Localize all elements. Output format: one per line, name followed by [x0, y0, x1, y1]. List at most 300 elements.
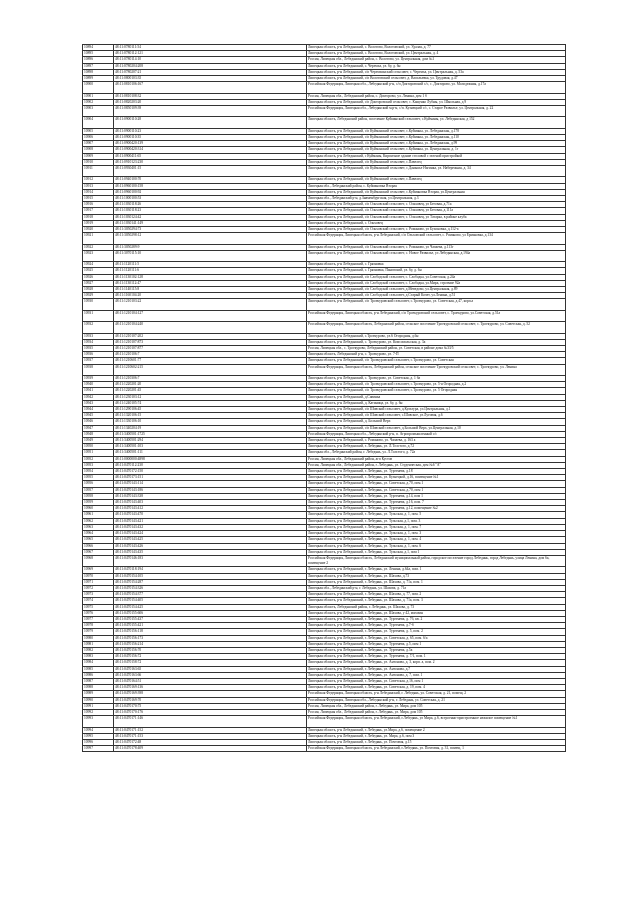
cadastral-number-cell: 48:11:1330106:10 [114, 419, 307, 425]
address-cell: Липецкая область, р-н Лебедянский, г. Лебедянь, ул. Тульская, д. 1, пом. 3 [307, 531, 566, 537]
cadastral-number-cell: 48:11:1030124:42 [114, 214, 307, 220]
row-number-cell: 10936 [83, 352, 114, 358]
cadastral-number-cell: 48:11:0470143:186 [114, 487, 307, 493]
row-number-cell: 10970 [83, 573, 114, 579]
cadastral-number-cell: 48:11:0470143:421 [114, 518, 307, 524]
row-number-cell: 10957 [83, 487, 114, 493]
address-cell: Липецкая область, р-н Лебедянский, г. Лебедянь, ул. Советская, д. 19, пом. 4 [307, 685, 566, 691]
cadastral-number-cell: 48:11:1210106:7 [114, 352, 307, 358]
cadastral-number-cell: 48:11:1320106:15 [114, 413, 307, 419]
address-cell: Российская Федерация, Липецкая область, Лебедянский район, сельское поселение Троекуровский сельсовет, с. Троекурово, ул. Ленина [307, 364, 566, 375]
cadastral-number-cell: 48:11:0470155:606 [114, 610, 307, 616]
table-row [83, 299, 566, 310]
address-cell: Липецкая область, р-н Лебедянский, г. Лебедянь, ул. Мира, д.6, пом 3 [307, 733, 566, 739]
row-number-cell: 10942 [83, 394, 114, 400]
cadastral-number-cell: 48:11:1340204:19 [114, 425, 307, 431]
address-cell: Липецкая область, р-н Лебедянский, г. Лебедянь, ул. Тургенева, д.7-б [307, 623, 566, 629]
table-row [83, 322, 566, 333]
row-number-cell: 10984 [83, 660, 114, 666]
cadastral-number-cell: 48:11:0470143:412 [114, 506, 307, 512]
cadastral-number-cell: 48:11:3050298:12 [114, 233, 307, 244]
address-cell: Липецкая область, р-н Лебедянский, г. Лебедянь, ул. Ленина, д.64а, пом. 1 [307, 567, 566, 573]
cadastral-number-cell: 48:11:0470172:48 [114, 739, 307, 745]
cadastral-number-cell: 48:11:0900110:35 [114, 135, 307, 141]
cadastral-number-cell: 48:11:0000000:4898 [114, 456, 307, 462]
cadastral-number-cell: 48:11:0780207:21 [114, 69, 307, 75]
cadastral-number-cell: 48:11:3400501:1725 [114, 431, 307, 437]
cadastral-number-cell: 48:11:0470143:432 [114, 524, 307, 530]
row-number-cell: 10901 [83, 93, 114, 99]
address-cell: Российская Федерация, Липецкая область, р-н Лебедянский, г. Лебедянь, ул. Советская, д. 21, помещ. 2 [307, 691, 566, 697]
row-number-cell: 10928 [83, 287, 114, 293]
cadastral-number-cell: 48:11:0470158:72 [114, 660, 307, 666]
cadastral-number-cell: 48:11:0470143:338 [114, 493, 307, 499]
row-number-cell: 10943 [83, 400, 114, 406]
row-number-cell: 10897 [83, 63, 114, 69]
row-number-cell: 10978 [83, 623, 114, 629]
address-cell: Липецкая область, р-н Лебедянский, с Куйманы, Кирпичное здание столовой с зеленой пристройкой [307, 153, 566, 159]
row-number-cell: 10898 [83, 69, 114, 75]
address-cell: Липецкая область, р-н Лебедянский, г. Лебедянь, ул. Тургенева, д. 7б, кв. 2 [307, 616, 566, 622]
row-number-cell: 10961 [83, 512, 114, 518]
cadastral-number-cell: 48:11:0470155:421 [114, 623, 307, 629]
address-cell: Липецкая область, р-н Лебедянский, с/п Слободской сельсовет, д.Старый Кочет, ул.Ленина, д.51 [307, 293, 566, 299]
cadastral-number-cell: 48:11:0960100:92 [114, 189, 307, 195]
row-number-cell: 10992 [83, 709, 114, 715]
cadastral-number-cell: 48:11:0470154:326 [114, 585, 307, 591]
row-number-cell: 10991 [83, 703, 114, 709]
row-number-cell: 10921 [83, 233, 114, 244]
address-cell: Липецкая обл., Лебедянский район, г. Лебедянь, ул. Л.Толстого, д. 72а [307, 450, 566, 456]
row-number-cell: 10996 [83, 739, 114, 745]
row-number-cell: 10945 [83, 413, 114, 419]
cadastral-number-cell: 48:11:1120111:6 [114, 268, 307, 274]
row-number-cell: 10919 [83, 220, 114, 226]
address-cell: Россия, Липецкая обл., с. Троекурово, Лебедянский район, ул. Советская, в районе дома №33/5 [307, 346, 566, 352]
cadastral-number-cell: 48:11:0780112:121 [114, 51, 307, 57]
row-number-cell: 10932 [83, 322, 114, 333]
cadastral-number-cell: 48:11:1210107:202 [114, 333, 307, 339]
address-cell: Российская Федерация, Липецкая область, р-н Лебедянский, г.Лебедянь, ул. Почтовая, д. 31, помещ. 1 [307, 746, 566, 752]
row-number-cell: 10980 [83, 635, 114, 641]
row-number-cell: 10911 [83, 166, 114, 177]
row-number-cell: 10975 [83, 604, 114, 610]
cadastral-number-cell: 48:11:0470163:66 [114, 672, 307, 678]
address-cell: Липецкая область, р-н Лебедянский, с/п Ольховский сельсовет, с. Ольховец, ул Татарка, в районе клуба [307, 214, 566, 220]
row-number-cell: 10924 [83, 262, 114, 268]
address-cell: Россия, Липецкая обл., Лебедянский район, с. Волотово, ул. Центральная, дом №1 [307, 57, 566, 63]
cadastral-number-cell: 48:11:1030118:26 [114, 202, 307, 208]
cadastral-number-cell: 48:11:1210306:7 [114, 376, 307, 382]
address-cell: Липецкая обл., Лебедянский р-н, г. Лебедянь, ул. Шахова, д. 71а [307, 585, 566, 591]
row-number-cell: 10953 [83, 462, 114, 468]
address-cell: Липецкая область, р-н Лебедянский, с/п Шовский сельсовет, д.Большой Верх, ул.Центральная, д.10 [307, 425, 566, 431]
cadastral-number-cell: 48:11:0940100:70 [114, 177, 307, 183]
table-row [83, 82, 566, 93]
cadastral-number-cell: 48:11:1210107:877 [114, 346, 307, 352]
table-row [83, 364, 566, 375]
address-cell: Российская Федерация, Липецкая обл., Лебедянский р-н, г. Лебедянь, ул. Советская, д. 21 [307, 697, 566, 703]
address-cell: Липецкая обл., Лебедянский р-н, д.Знаменбургская, ул.Центральная, д.3 [307, 196, 566, 202]
cadastral-number-cell: 48:11:3400501:103 [114, 444, 307, 450]
table-row [83, 106, 566, 117]
cadastral-number-cell: 48:11:1210104:240 [114, 322, 307, 333]
row-number-cell: 10929 [83, 293, 114, 299]
cadastral-number-cell: 48:11:0470154:287 [114, 579, 307, 585]
row-number-cell: 10979 [83, 629, 114, 635]
address-cell: Липецкая область, р-н Лебедянский, с/п Ольховский сельсовет, с. Романово, ул Чапаева, д.113г [307, 244, 566, 250]
address-cell: Липецкая область, Лебедянский район, г. Лебедянь, ул. Шахова, д. 73 [307, 604, 566, 610]
address-cell: Российская Федерация, Липецкая область, Лебедянский муниципальный район, городское поселение город Лебедянь, город Лебедянь, улица Ленина, дом 6а, помещение 2 [307, 555, 566, 566]
cadastral-number-cell: 48:11:3050294:73 [114, 227, 307, 233]
cadastral-number-cell: 48:11:0910123:230 [114, 159, 307, 165]
row-number-cell: 10985 [83, 666, 114, 672]
row-number-cell: 10918 [83, 214, 114, 220]
row-number-cell: 10926 [83, 274, 114, 280]
cadastral-number-cell: 48:11:1000100:53 [114, 196, 307, 202]
row-number-cell: 10931 [83, 310, 114, 321]
address-cell: Российская Федерация, Липецкая область, р-н Лебедянский, с/п Ольховский сельсовет, с. Романово, ул Ермаковка, д.134 [307, 233, 566, 244]
row-number-cell: 10983 [83, 654, 114, 660]
address-cell: Липецкая область, р-н Лебедянский, г. Лебедянь, ул. Тургенева, д.16, пом. 7 [307, 500, 566, 506]
cadastral-number-cell: 48:11:0470154:425 [114, 604, 307, 610]
row-number-cell: 10939 [83, 376, 114, 382]
address-cell: Липецкая область, р-н Лебедянский, с/п Троекуровский сельсовет, с.Троекурово, ул. 5-я Огородная, д.2 [307, 382, 566, 388]
address-cell: Липецкая область, р-н Лебедянский, с/п Куйманский сельсовет, с.Куймановка Вторая, ул.Центральная [307, 189, 566, 195]
cadastral-number-cell: 48:11:1130102:128 [114, 274, 307, 280]
cadastral-number-cell: 48:11:1120111:5 [114, 262, 307, 268]
address-cell: Липецкая область, р-н Лебедянский, д. Катиница, ул. 6у, д. 6н [307, 400, 566, 406]
row-number-cell: 10986 [83, 672, 114, 678]
address-cell: Липецкая область, р-н Лебедянский, с/п Слободской сельсовет, д.Меведово, ул.Центральная, д.89 [307, 287, 566, 293]
cadastral-number-cell: 48:11:0470172:150 [114, 469, 307, 475]
row-number-cell: 10938 [83, 364, 114, 375]
row-number-cell: 10949 [83, 438, 114, 444]
address-cell: Липецкая область, р-н Лебедянский, с/п Ольховский сельсовет, с. Романово, ул Бухоновка, д.112-а [307, 227, 566, 233]
cadastral-number-cell: 48:11:0820203:20 [114, 99, 307, 105]
cadastral-number-cell: 48:11:0470112:230 [114, 462, 307, 468]
address-cell: Липецкая область, р-н Лебедянский, г. Лебедянь, ул. Тургенева, д.14, пом 1 [307, 493, 566, 499]
cadastral-number-cell: 48:11:1030118:23 [114, 208, 307, 214]
row-number-cell: 10995 [83, 733, 114, 739]
cadastral-number-cell: 48:11:0470164:51 [114, 678, 307, 684]
row-number-cell: 10930 [83, 299, 114, 310]
cadastral-number-cell: 48:11:0470171:152 [114, 727, 307, 733]
address-cell: Липецкая область, р-н Лебедянский, с/п Ольховский сельсовет, с. Ольховец, ул Беговая, д.111а [307, 208, 566, 214]
address-cell: Липецкая область, р-н Лебедянский, г. Лебедянь, ул. Тургенева, д.5а [307, 647, 566, 653]
address-cell: Липецкая область, р-н Лебедянский, г. Лебедянь, ул. Шахова, д. 71а, пом. 1 [307, 579, 566, 585]
row-number-cell: 10912 [83, 177, 114, 183]
row-number-cell: 10997 [83, 746, 114, 752]
row-number-cell: 10904 [83, 117, 114, 128]
row-number-cell: 10972 [83, 585, 114, 591]
cadastral-number-cell: 48:11:1240105:74 [114, 400, 307, 406]
cadastral-number-cell: 48:11:1220201:20 [114, 382, 307, 388]
row-number-cell: 10927 [83, 280, 114, 286]
cadastral-number-cell: 48:11:0470170:75 [114, 703, 307, 709]
row-number-cell: 10966 [83, 543, 114, 549]
row-number-cell: 10964 [83, 531, 114, 537]
cadastral-number-cell: 48:11:0470170:176 [114, 709, 307, 715]
address-cell: Липецкая область, р-н Лебедянский, с/п Куйманский сельсовет, с.Даньшье Нагинка, ул. Набережная, д. 34 [307, 166, 566, 177]
row-number-cell: 10914 [83, 189, 114, 195]
cadastral-number-cell: 48:11:0810108:32 [114, 93, 307, 99]
address-cell: Липецкая область, р-н Лебедянский, г. Лебедянь, ул. Антонова, д. 7, пом. 1 [307, 672, 566, 678]
row-number-cell: 10958 [83, 493, 114, 499]
cadastral-number-cell: 48:11:0470178:409 [114, 746, 307, 752]
table-row [83, 166, 566, 177]
row-number-cell: 10915 [83, 196, 114, 202]
row-number-cell: 10941 [83, 388, 114, 394]
address-cell: Липецкая область, р-н Лебедянский, с/п Троекуровский сельсовет, с.Троекурово, ул. Советская, д.47, корп.а [307, 299, 566, 310]
row-number-cell: 10916 [83, 202, 114, 208]
address-cell: Липецкая область, р-н Лебедянский, г. Лебедянь, ул. Советская, д.70, пом 1 [307, 487, 566, 493]
address-cell: Липецкая область, р-н Лебедянский, г. Лебедянь, ул. Тульская, д.1, пом. 3 [307, 518, 566, 524]
row-number-cell: 10962 [83, 518, 114, 524]
address-cell: Липецкая область, р-н Лебедянский, с/п Куйманский сельсовет, с.Павелец [307, 159, 566, 165]
address-cell: Липецкая область, р-н Лебедянский, с. Троекурово, ул. Комсомольская, д. 3а [307, 339, 566, 345]
address-cell: Российская Федерация, Липецкая обл., Лебедянский р-н, п. Агропромышленный с/с [307, 431, 566, 437]
row-number-cell: 10990 [83, 697, 114, 703]
row-number-cell: 10905 [83, 128, 114, 134]
address-cell: Липецкая область, р-н Лебедянский, с/п Куйманский сельсовет, с.Павелец [307, 177, 566, 183]
row-number-cell: 10963 [83, 524, 114, 530]
cadastral-number-cell: 48:11:0930401:15 [114, 166, 307, 177]
cadastral-number-cell: 48:11:1210602:215 [114, 364, 307, 375]
cadastral-number-cell: 48:11:0470156:72 [114, 654, 307, 660]
address-cell: Липецкая область, р-н Лебедянский, с. Волотово, Волотовский, ул. Центральная, д. 4 [307, 51, 566, 57]
address-cell: Липецкая область, р-н Лебедянский, с/п Слободской сельсовет, с. Слободка, ул.Мира, строение 92а [307, 280, 566, 286]
address-cell: Российская Федерация, Липецкая область, р-н Лебедянский, г.Лебедянь, ул Мира, д.6, встроенно-пристроенное нежилое помещение №1 [307, 716, 566, 727]
address-cell: Липецкая область, р-н Лебедянский, г. Лебедянь, ул. Шахова, д. 71а, пом. 3 [307, 598, 566, 604]
registry-table-body [83, 45, 566, 752]
cadastral-number-cell: 48:11:0470171:146 [114, 716, 307, 727]
cadastral-number-cell: 48:11:0470143:435 [114, 549, 307, 555]
cadastral-number-cell: 48:11:0470143:403 [114, 500, 307, 506]
row-number-cell: 10925 [83, 268, 114, 274]
row-number-cell: 10989 [83, 691, 114, 697]
address-cell: Липецкая область, р-н Лебедянский, с/п Куйманский сельсовет, с.Куйманы, ул. Лебедянская, д.110 [307, 135, 566, 141]
address-cell: Липецкая область, р-н Лебедянский, д.Савинка [307, 394, 566, 400]
address-cell: Липецкая область, р-н Лебедянский, г. Лебедянь, ул. Антонова, д. 3, корп. а, пом. 2 [307, 660, 566, 666]
address-cell: Липецкая область, р-н Лебедянский, с. Романово, ул. Чапаева, д. 163 а [307, 438, 566, 444]
address-cell: Липецкая область, р-н Лебедянский, г. Лебедянь, ул. Тургенева, д. 5, пом. 2 [307, 629, 566, 635]
cadastral-number-cell: 48:11:1210103:22 [114, 299, 307, 310]
row-number-cell: 10922 [83, 244, 114, 250]
row-number-cell: 10913 [83, 183, 114, 189]
address-cell: Липецкая область, р-н Лебедянский, с/п Шовский сельсовет, д.Культура, ул.Центральная, д.1 [307, 407, 566, 413]
table-row [83, 746, 566, 752]
cadastral-number-cell: 48:11:0780204:208 [114, 63, 307, 69]
row-number-cell: 10977 [83, 616, 114, 622]
cadastral-number-cell: 48:11:0470146:183 [114, 555, 307, 566]
address-cell: Липецкая область, р-н Лебедянский, с/п Троекуровский сельсовет, с.Троекурово, ул. Советская [307, 358, 566, 364]
address-cell: Липецкая область, р-н Лебедянский, с/п Волотовский сельсовет, д. Васильевка, ул. Трудовая, д.47 [307, 76, 566, 82]
address-cell: Липецкая область, р-н Лебедянский, г. Лебедянь, ул. Тургенева, д. 7/1, пом. 1 [307, 654, 566, 660]
address-cell: Липецкая область, р-н Лебедянский, г. Лебедянь, ул. Советская, д.16, пом 1 [307, 678, 566, 684]
cadastral-number-cell: 48:11:0470155:437 [114, 616, 307, 622]
cadastral-number-cell: 48:11:1210104:127 [114, 310, 307, 321]
registry-table [82, 44, 566, 752]
address-cell: Липецкая область, р-н Лебедянский, с. Черемха, ул. 6у, д. 6н [307, 63, 566, 69]
cadastral-number-cell: 48:11:1210107:873 [114, 339, 307, 345]
row-number-cell: 10895 [83, 51, 114, 57]
cadastral-number-cell: 48:11:0470163:65 [114, 666, 307, 672]
row-number-cell: 10899 [83, 76, 114, 82]
address-cell: Липецкая область, р-н Лебедянский, г. Лебедянь, ул. Шахова, д. 77, пом. 2 [307, 592, 566, 598]
table-row [83, 117, 566, 128]
cadastral-number-cell: 48:11:0470143:425 [114, 537, 307, 543]
row-number-cell: 10952 [83, 456, 114, 462]
address-cell: Липецкая область, р-н Лебедянский, г. Лебедянь, ул. Почтовая, д.15 [307, 739, 566, 745]
cadastral-number-cell: 48:11:0900420:314 [114, 147, 307, 153]
address-cell: Липецкая область, р-н Лебедянский, г. Лебедянь, ул. Тульская, д.1, пом 1 [307, 549, 566, 555]
row-number-cell: 10976 [83, 610, 114, 616]
row-number-cell: 10993 [83, 716, 114, 727]
address-cell: Липецкая область, р-н Лебедянский, с. Грязновка, Пановский, ул. 6у, д. 6н [307, 268, 566, 274]
row-number-cell: 10981 [83, 641, 114, 647]
address-cell: Россия, Липецкая обл., Лебедянский район, г. Лебедянь, ул. Мира, дом 105 [307, 703, 566, 709]
row-number-cell: 10903 [83, 106, 114, 117]
address-cell: Липецкая область, р-н Лебедянский, с/п Куйманский сельсовет, с.Куйманы, ул. Центральная, д. 1г [307, 147, 566, 153]
cadastral-number-cell: 48:11:1290106:45 [114, 407, 307, 413]
row-number-cell: 10973 [83, 592, 114, 598]
cadastral-number-cell: 48:11:0850109:39 [114, 106, 307, 117]
table-row [83, 555, 566, 566]
cadastral-number-cell: 48:11:1230103:12 [114, 394, 307, 400]
address-cell: Липецкая область, р-н Лебедянский, г. Лебедянь, ул.Мира, д.6, помещение 2 [307, 727, 566, 733]
table-row [83, 233, 566, 244]
row-number-cell: 10940 [83, 382, 114, 388]
address-cell: Липецкая область, р-н Лебедянский, г. Лебедянь, ул. Шахова, д.73 [307, 573, 566, 579]
row-number-cell: 10965 [83, 537, 114, 543]
cadastral-number-cell: 48:11:0470169:136 [114, 685, 307, 691]
cadastral-number-cell: 48:11:1140115:8 [114, 287, 307, 293]
address-cell: Россия, Липецкая обл., Лебедянский район, г. Лебедянь, ул. Мира, дом 105 [307, 709, 566, 715]
address-cell: Липецкая область, Лебедянский р-н, с. Троекурово, ул. 7-П [307, 352, 566, 358]
row-number-cell: 10944 [83, 407, 114, 413]
row-number-cell: 10968 [83, 555, 114, 566]
row-number-cell: 10910 [83, 159, 114, 165]
cadastral-number-cell: 48:11:0470169:70 [114, 697, 307, 703]
row-number-cell: 10902 [83, 99, 114, 105]
row-number-cell: 10946 [83, 419, 114, 425]
address-cell: Липецкая область, р-н Лебедянский, г. Лебедянь, ул. Советская, д.70, пом.1 [307, 481, 566, 487]
document-page [82, 44, 556, 752]
address-cell: Липецкая область, р-н Лебедянский, с/п Черемхинский сельсовет, с. Черемха, ул. Центральная, д. 53а [307, 69, 566, 75]
address-cell: Липецкая область, р-н Лебедянский, г. Лебедянь, ул. Тургенева, д.18 [307, 469, 566, 475]
row-number-cell: 10947 [83, 425, 114, 431]
cadastral-number-cell: 48:11:0470156:70 [114, 647, 307, 653]
row-number-cell: 10988 [83, 685, 114, 691]
row-number-cell: 10900 [83, 82, 114, 93]
address-cell: Липецкая обл., Лебедянский район, с. Куймановка Вторая [307, 183, 566, 189]
cadastral-number-cell: 48:11:0900411:65 [114, 153, 307, 159]
address-cell: Липецкая область, р-н Лебедянский, с/п Шовский сельсовет, с.Шовское, ул.Луговая, д.6 [307, 413, 566, 419]
address-cell: Липецкая область, р-н Лебедянский, с. Грязновка [307, 262, 566, 268]
cadastral-number-cell: 48:11:1130112:47 [114, 280, 307, 286]
row-number-cell: 10923 [83, 250, 114, 261]
table-row [83, 716, 566, 727]
row-number-cell: 10974 [83, 598, 114, 604]
address-cell: Липецкая область, р-н Лебедянский, с/п Троекуровский сельсовет, с.Троекурово, ул. 5 Огородная [307, 388, 566, 394]
cadastral-number-cell: 48:11:0470156:173 [114, 635, 307, 641]
cadastral-number-cell: 48:11:0900420:139 [114, 141, 307, 147]
row-number-cell: 10908 [83, 147, 114, 153]
row-number-cell: 10969 [83, 567, 114, 573]
cadastral-number-cell: 48:11:0780114:10 [114, 57, 307, 63]
table-row [83, 250, 566, 261]
row-number-cell: 10907 [83, 141, 114, 147]
address-cell: Липецкая область, р-н Лебедянский, с/п Слободской сельсовет, с. Слободка, ул.Советская, д.24а [307, 274, 566, 280]
address-cell: Липецкая область, р-н Лебедянский, г. Лебедянь, ул. Тульская, д. 1, пом. 5 [307, 512, 566, 518]
address-cell: Липецкая область, р-н Лебедянский, г. Лебедянь, ул. Тульская, д. 1, пом. 4 [307, 537, 566, 543]
row-number-cell: 10906 [83, 135, 114, 141]
address-cell: Липецкая область, р-н Лебедянский, г. Лебедянь, ул. Тульская, д. 1, пом. 6 [307, 543, 566, 549]
address-cell: Россия, Липецкая обл., Лебедянский район, г. Лебедянь, ул. Студенческая, дом №6 "А" [307, 462, 566, 468]
cadastral-number-cell: 48:11:0810106:167 [114, 82, 307, 93]
address-cell: Липецкая область, р-н Лебедянский, г. Лебедянь, ул. Тульская, д. 1, пом. 7 [307, 524, 566, 530]
row-number-cell: 10959 [83, 500, 114, 506]
cadastral-number-cell: 48:11:0800103:35 [114, 76, 307, 82]
row-number-cell: 10982 [83, 647, 114, 653]
address-cell: Липецкая область, р-н Лебедянский, с/п Куйманский сельсовет, с.Куйманы, ул. Лебедянская, д.178 [307, 128, 566, 134]
address-cell: Липецкая область, р-н Лебедянский, г. Лебедянь, ул. Тургенева, д.12, помещение №2 [307, 506, 566, 512]
cadastral-number-cell: 48:11:0470156:214 [114, 641, 307, 647]
cadastral-number-cell: 48:11:0470143:426 [114, 543, 307, 549]
address-cell: Липецкая область, р-н Лебедянский, г. Лебедянь, ул. Шахова, у 42, магазин [307, 610, 566, 616]
cadastral-number-cell: 48:11:0470154:377 [114, 592, 307, 598]
address-cell: Российская Федерация, Липецкая обл., Лебедянский м.р-н, с/п. Кузнецкий с/с, с. Старое Развилье, ул. Центральная, д. 22 [307, 106, 566, 117]
cadastral-number-cell: 48:11:0470118:194 [114, 567, 307, 573]
address-cell: Россия, Липецкая обл., Лебедянский район, агп Кустов [307, 456, 566, 462]
table-row [83, 310, 566, 321]
address-cell: Липецкая область, р-н Лебедянский, с. Ольховец [307, 220, 566, 226]
cadastral-number-cell: 48:11:1220201:45 [114, 388, 307, 394]
row-number-cell: 10937 [83, 358, 114, 364]
cadastral-number-cell: 48:11:0470143:424 [114, 531, 307, 537]
row-number-cell: 10960 [83, 506, 114, 512]
cadastral-number-cell: 48:11:1160104:20 [114, 293, 307, 299]
row-number-cell: 10894 [83, 45, 114, 51]
address-cell: Россия, Липецкая обл., Лебедянский район, с. Докторово, ул. Ленина, дом 1 б [307, 93, 566, 99]
row-number-cell: 10909 [83, 153, 114, 159]
cadastral-number-cell: 48:11:0900110:23 [114, 128, 307, 134]
address-cell: Российская Федерация, Липецкая область, р-н Лебедянский, с/п Троекуровский сельсовет, с. Троекурово, ул.Советская, д.51а [307, 310, 566, 321]
row-number-cell: 10917 [83, 208, 114, 214]
address-cell: Липецкая область, р-н Лебедянский, с/п Ольховский сельсовет, с. Ольховец, ул Беговая, д.71а [307, 202, 566, 208]
cadastral-number-cell: 48:11:0470171:153 [114, 733, 307, 739]
cadastral-number-cell: 48:11:0960100:158 [114, 183, 307, 189]
row-number-cell: 10954 [83, 469, 114, 475]
address-cell: Липецкая область, р-н Лебедянский, г. Лебедянь, ул. Антонова, д.7 [307, 666, 566, 672]
row-number-cell: 10955 [83, 475, 114, 481]
cadastral-number-cell: 48:11:0780111:54 [114, 45, 307, 51]
row-number-cell: 10920 [83, 227, 114, 233]
row-number-cell: 10951 [83, 450, 114, 456]
row-number-cell: 10971 [83, 579, 114, 585]
address-cell: Липецкая область, Лебедянский район, поселение Куйманский сельсовет, с.Куйманы, ул. Лебедянская, д 152 [307, 117, 566, 128]
row-number-cell: 10934 [83, 339, 114, 345]
cadastral-number-cell: 48:11:0470154:405 [114, 598, 307, 604]
address-cell: Липецкая область, р-н Лебедянский, с. Волотово, Волотовский, ул. Удалая, д. 77 [307, 45, 566, 51]
address-cell: Российская Федерация, Липецкая область, Лебедянский район, сельское поселение Троекуровский сельсовет, с. Троекурово, ул. Советская, д. 52 [307, 322, 566, 333]
cadastral-number-cell: 48:11:0470169:398 [114, 691, 307, 697]
address-cell: Липецкая область, р-н Лебедянский, с.Троекурово, ул.6 Огородная, д.6н [307, 333, 566, 339]
cadastral-number-cell: 48:11:3050289:9 [114, 244, 307, 250]
address-cell: Липецкая область, р-н Лебедянский, г. Лебедянь, ул. Кузнецкой, д.16, помещение №1 [307, 475, 566, 481]
address-cell: Липецкая область, р-н Лебедянский, г. Лебедянь, ул. Тургенева, д.5, пом 1 [307, 641, 566, 647]
